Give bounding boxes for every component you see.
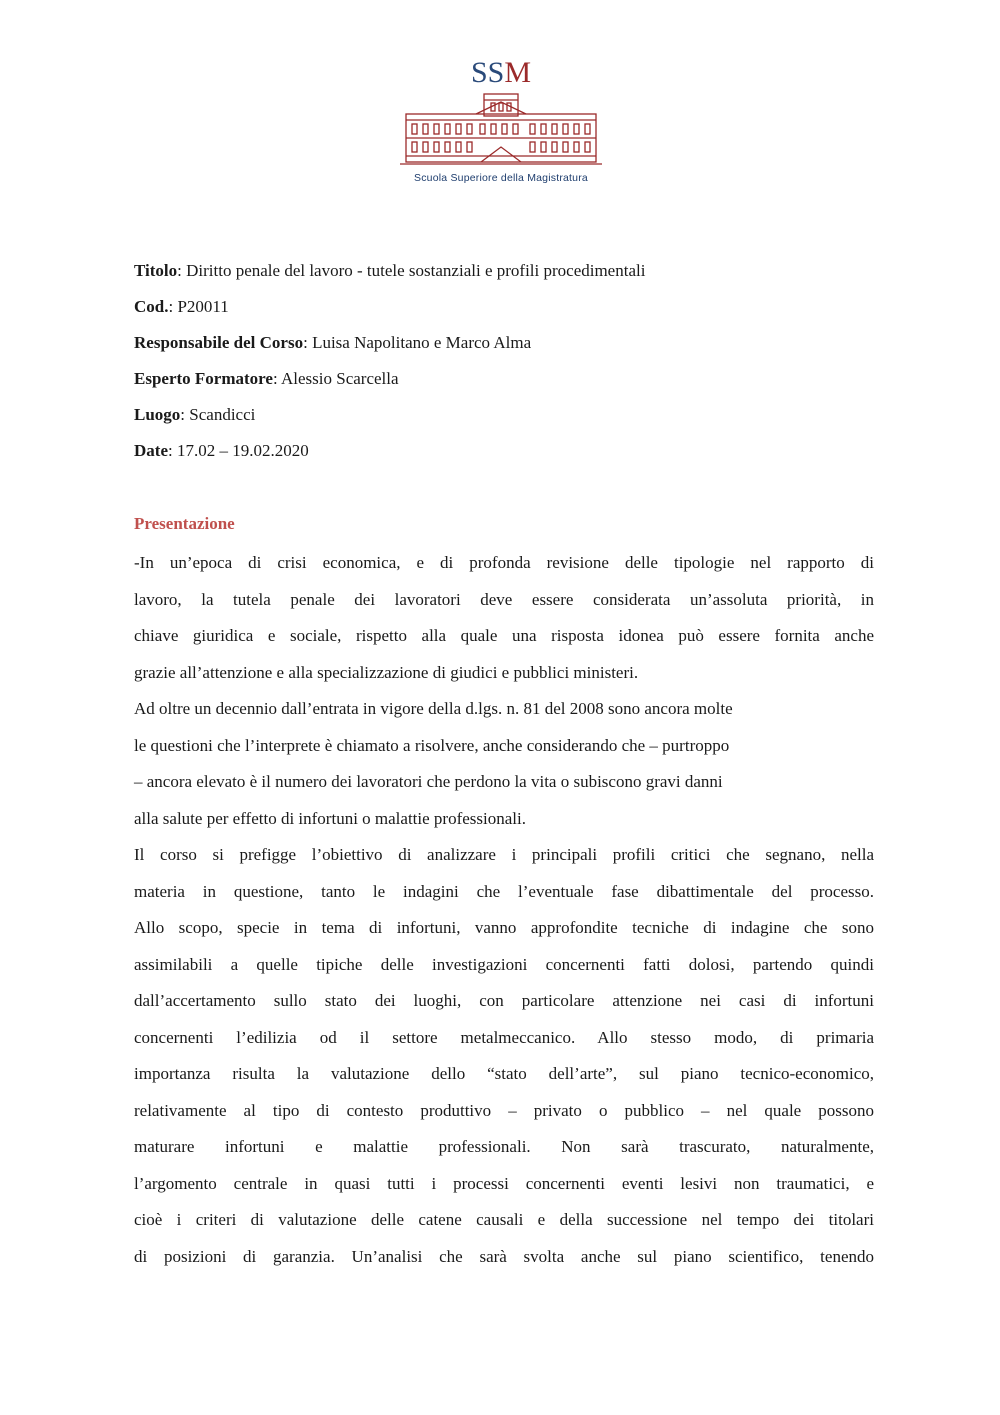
text-line: materia in questione, tanto le indagini che l’eventuale fase dibattimentale del processo.	[134, 881, 874, 901]
logo-m: M	[504, 56, 532, 89]
text-line: Il corso si prefigge l’obiettivo di analizzare i principali profili critici che segnano, nella	[134, 845, 874, 864]
meta-code-value: P20011	[177, 297, 229, 316]
text-line: maturare infortuni e malattie professionali. Non sarà trascurato, naturalmente,	[134, 1137, 874, 1156]
meta-responsible-row: Responsabile del Corso: Luisa Napolitano e Marco Alma	[134, 333, 532, 352]
text-line: – ancora elevato è il numero dei lavoratori che perdono la vita o subiscono gravi danni	[134, 772, 723, 791]
meta-expert-label: Esperto Formatore	[134, 369, 273, 388]
ssm-building-icon	[396, 52, 606, 172]
text-line: grazie all’attenzione e alla specializzazione di giudici e pubblici ministeri.	[134, 662, 639, 682]
meta-date-value: 17.02 – 19.02.2020	[176, 441, 309, 460]
text-line: alla salute per effetto di infortuni o malattie professionali.	[134, 808, 526, 828]
text-line: di posizioni di garanzia. Un’analisi che sarà svolta anche sul piano scientifico, tenendo	[134, 1246, 874, 1266]
meta-responsible-label: Responsabile del Corso	[134, 333, 304, 352]
text-line: Ad oltre un decennio dall’entrata in vigore della d.lgs. n. 81 del 2008 sono ancora molte	[134, 699, 733, 718]
text-line: -In un’epoca di crisi economica, e di profonda revisione delle tipologie nel rapporto di	[134, 553, 874, 572]
text-line: dall’accertamento sullo stato dei luoghi, con particolare attenzione nei casi di infortuni	[134, 991, 874, 1010]
meta-code-label: Cod.	[134, 297, 169, 316]
meta-title-row: Titolo: Diritto penale del lavoro - tutele sostanziali e profili procedimentali	[134, 261, 646, 280]
text-line: cioè i criteri di valutazione delle catene causali e della successione nel tempo dei titolari	[134, 1210, 874, 1229]
ssm-logo	[396, 52, 606, 192]
text-line: Allo scopo, specie in tema di infortuni, vanno approfondite tecniche di indagine che sono	[134, 918, 874, 937]
section-title: Presentazione	[134, 514, 235, 533]
text-line: assimilabili a quelle tipiche delle investigazioni concernenti fatti dolosi, partendo quindi	[134, 954, 874, 974]
text-line: relativamente al tipo di contesto produttivo – privato o pubblico – nel quale possono	[134, 1100, 874, 1120]
meta-title-value: Diritto penale del lavoro - tutele sostanziali e profili procedimentali	[186, 261, 646, 280]
paragraph-1	[134, 545, 874, 691]
meta-expert-value: Alessio Scarcella	[281, 369, 399, 388]
text-line: concernenti l’edilizia od il settore metalmeccanico. Allo stesso modo, di primaria	[134, 1027, 874, 1047]
presentation-body	[134, 545, 874, 1275]
course-metadata	[134, 258, 874, 474]
meta-expert-row: Esperto Formatore: Alessio Scarcella	[134, 369, 399, 388]
meta-title-label: Titolo	[134, 261, 178, 280]
meta-date-row: Date: 17.02 – 19.02.2020	[134, 441, 309, 460]
logo-caption: Scuola Superiore della Magistratura	[414, 172, 588, 184]
paragraph-2	[134, 691, 874, 837]
text-line: lavoro, la tutela penale dei lavoratori deve essere considerata un’assoluta priorità, in	[134, 589, 874, 609]
text-line: chiave giuridica e sociale, rispetto alla quale una risposta idonea può essere fornita anche	[134, 626, 874, 645]
meta-place-row: Luogo: Scandicci	[134, 405, 256, 424]
svg-text:SSM	[471, 56, 531, 89]
logo-ss: SS	[470, 56, 505, 89]
meta-place-label: Luogo	[134, 405, 181, 424]
paragraph-3	[134, 837, 874, 1275]
meta-place-value: Scandicci	[189, 405, 256, 424]
meta-date-label: Date	[134, 441, 168, 460]
text-line: l’argomento centrale in quasi tutti i processi concernenti eventi lesivi non traumatici, e	[134, 1173, 874, 1193]
meta-responsible-value: Luisa Napolitano e Marco Alma	[312, 333, 532, 352]
text-line: importanza risulta la valutazione dello “stato dell’arte”, sul piano tecnico-economico,	[134, 1064, 874, 1083]
meta-code-row: Cod.: P20011	[134, 297, 229, 316]
text-line: le questioni che l’interprete è chiamato a risolvere, anche considerando che – purtroppo	[134, 735, 730, 755]
